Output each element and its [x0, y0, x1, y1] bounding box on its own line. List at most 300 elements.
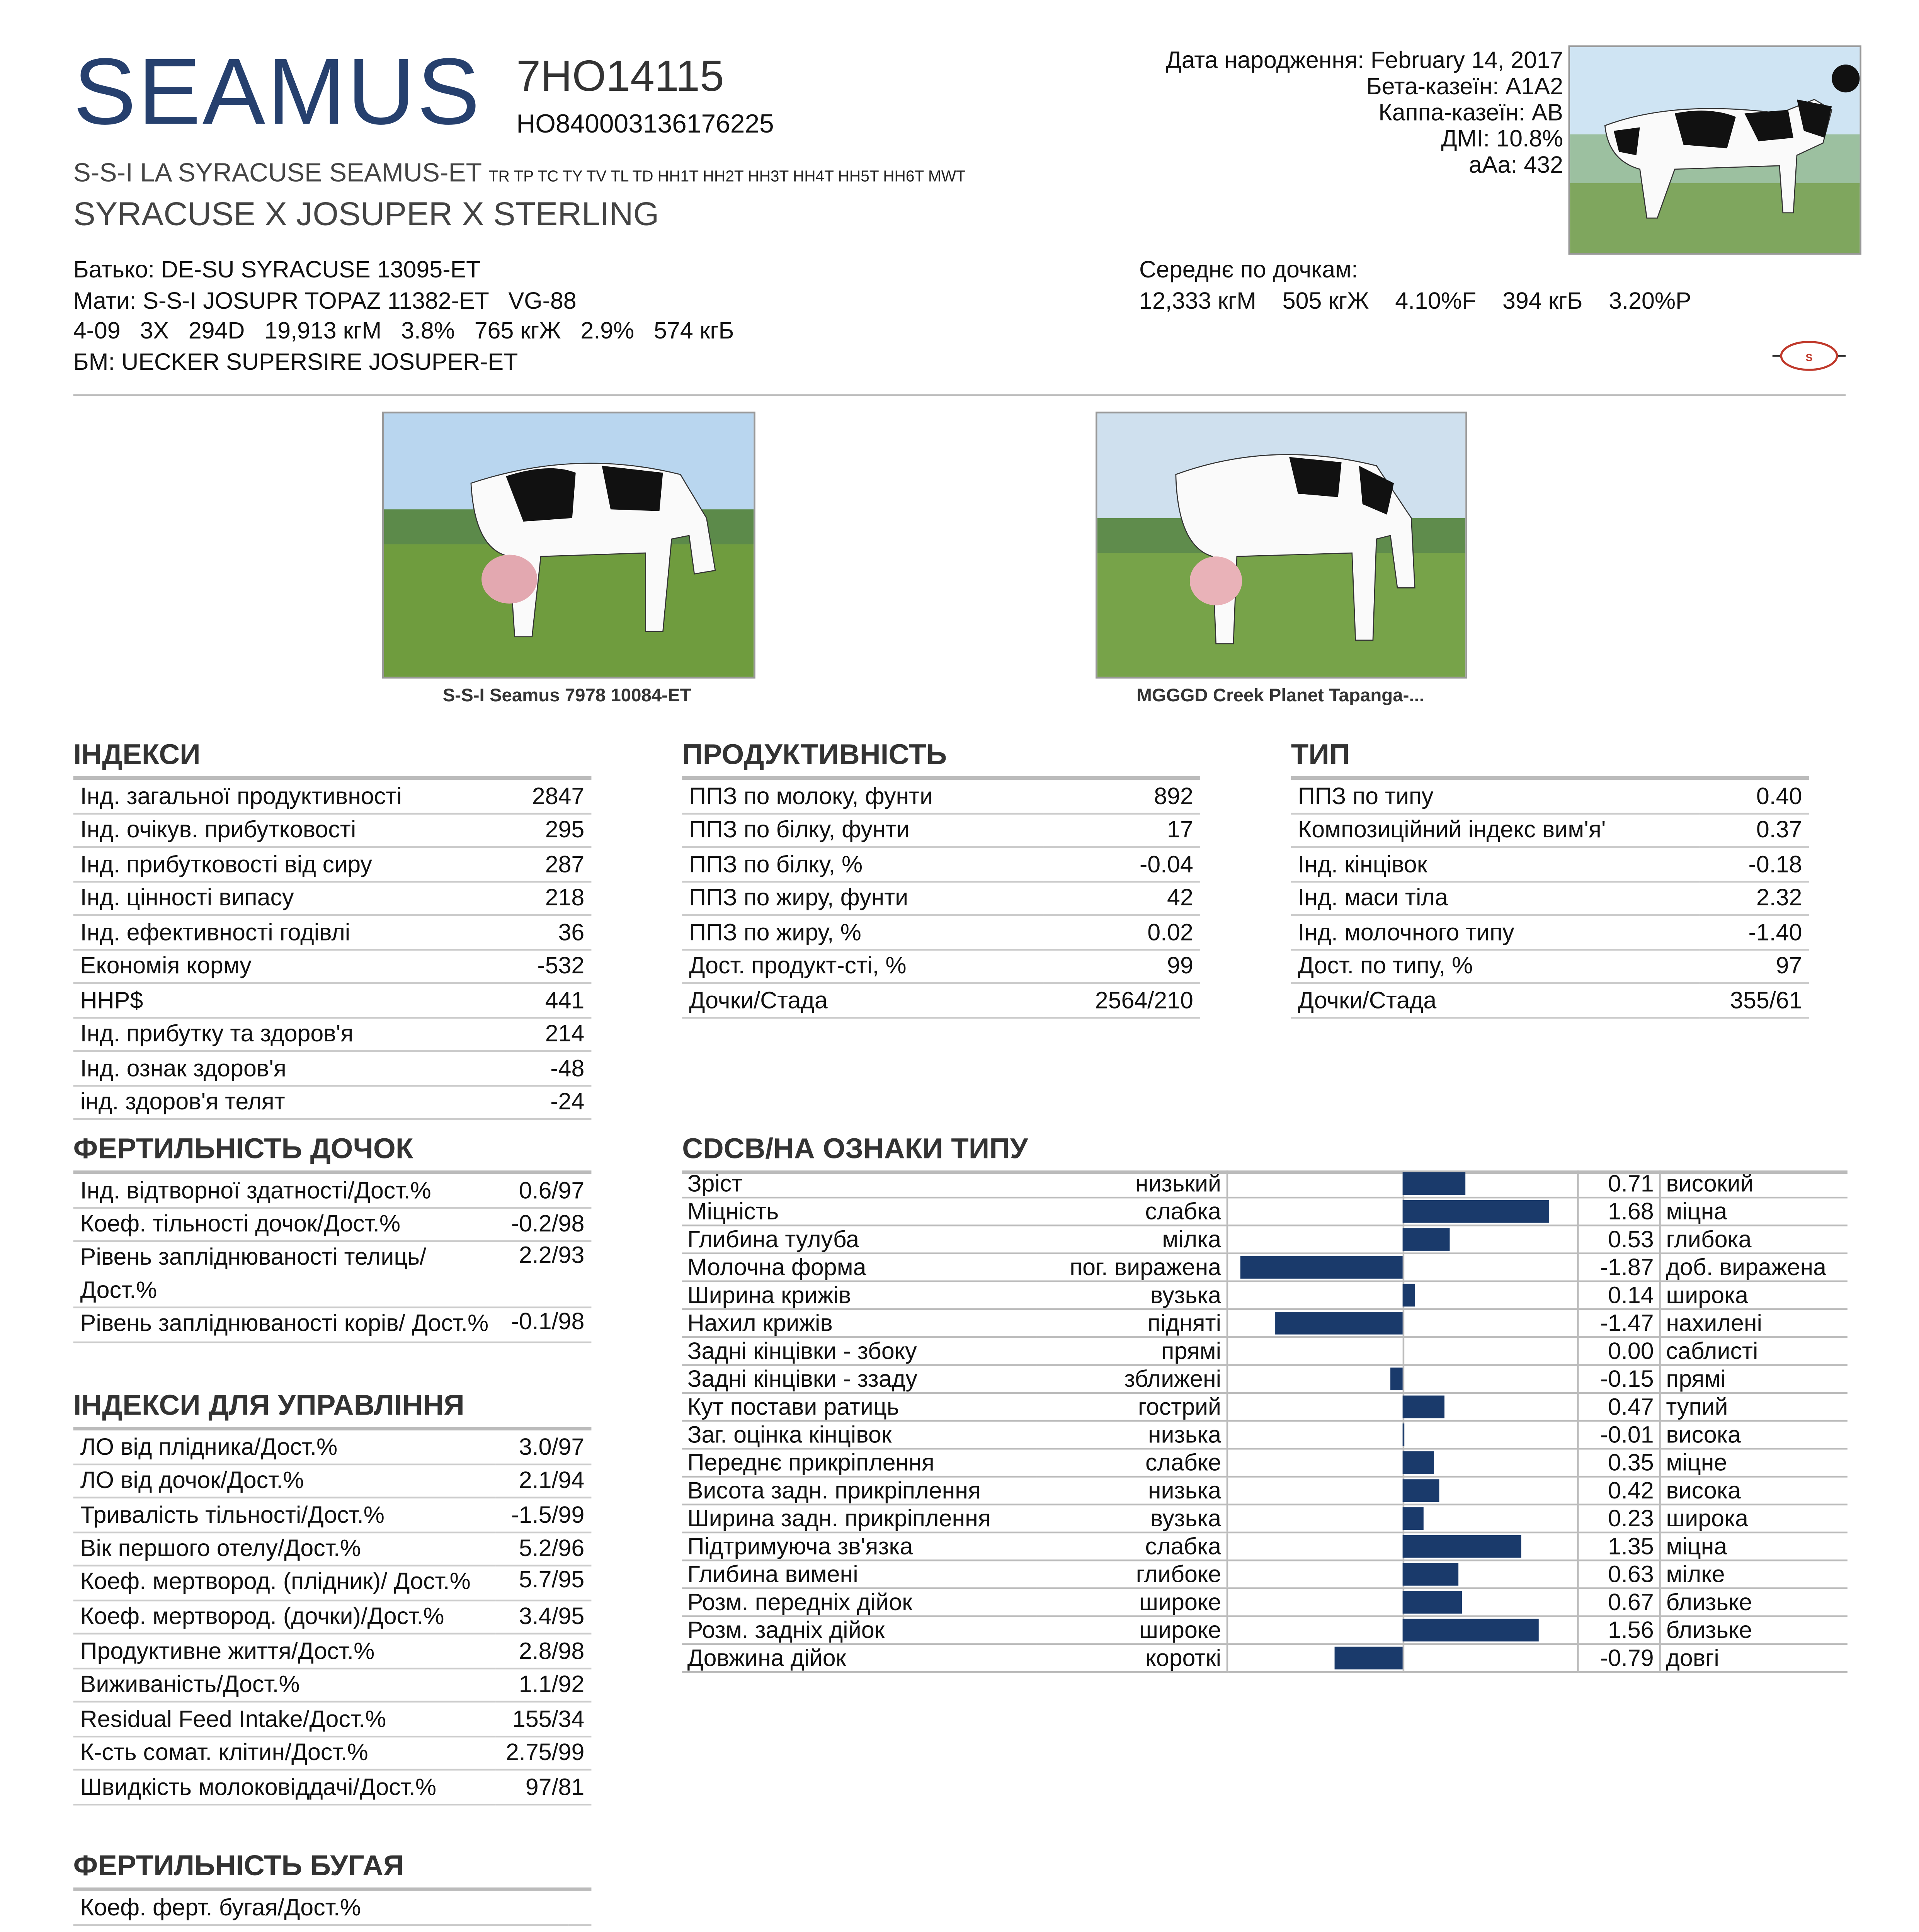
trait-value: -0.79	[1578, 1644, 1660, 1672]
trait-bar	[1274, 1312, 1403, 1335]
trait-axis	[1403, 1338, 1405, 1364]
row-value: 218	[506, 881, 591, 915]
row-label: Композиційний індекс вим'я'	[1291, 813, 1700, 847]
table-row	[73, 1891, 592, 1924]
trait-low-label: прямі	[1036, 1337, 1227, 1365]
trait-name: Нахил крижів	[682, 1309, 1036, 1337]
daughters-average	[1139, 255, 1691, 316]
trait-high-label: довгі	[1660, 1644, 1848, 1672]
type-section	[1291, 740, 1809, 1018]
table-row	[73, 1770, 592, 1804]
row-label: ППЗ по білку, %	[682, 847, 1043, 881]
trait-row	[682, 1253, 1848, 1281]
trait-high-label: міцна	[1660, 1532, 1848, 1560]
trait-low-label: низька	[1036, 1421, 1227, 1449]
row-value: 214	[506, 1017, 591, 1051]
table-row	[1291, 847, 1809, 881]
table-row	[73, 1600, 592, 1634]
trait-bar	[1403, 1200, 1549, 1223]
management-section	[73, 1390, 592, 1804]
row-value: 0.6/97	[504, 1174, 592, 1207]
trait-row	[682, 1225, 1848, 1253]
table-row	[1291, 915, 1809, 949]
row-label: Дост. продукт-сті, %	[682, 949, 1043, 983]
trait-row	[682, 1616, 1848, 1644]
trait-name: Задні кінцівки - збоку	[682, 1337, 1036, 1365]
trait-bar-cell	[1227, 1281, 1578, 1309]
row-value: -0.1/98	[504, 1308, 592, 1342]
row-label: Residual Feed Intake/Дост.%	[73, 1702, 495, 1736]
row-label: Інд. загальної продуктивності	[73, 780, 506, 813]
trait-high-label: доб. виражена	[1660, 1253, 1848, 1281]
table-row	[73, 949, 592, 983]
indices-title: ІНДЕКСИ	[73, 740, 592, 780]
trait-bar	[1403, 1619, 1539, 1641]
trait-low-label: слабка	[1036, 1197, 1227, 1225]
row-value: 5.2/96	[495, 1532, 592, 1566]
row-value: 97	[1700, 949, 1809, 983]
row-label: ППЗ по молоку, фунти	[682, 780, 1043, 813]
row-label: Інд. ознак здоров'я	[73, 1051, 506, 1085]
fertility-daughters-table	[73, 1174, 592, 1342]
dam-line: Мати: S-S-I JOSUPR TOPAZ 11382-ET VG-88	[73, 287, 577, 313]
row-label: Інд. прибутку та здоров'я	[73, 1017, 506, 1051]
trait-high-label: широка	[1660, 1281, 1848, 1309]
trait-name: Глибина тулуба	[682, 1225, 1036, 1253]
daughter-photo-left-image	[384, 413, 754, 677]
trait-row	[682, 1309, 1848, 1337]
table-row	[682, 949, 1200, 983]
trait-value: 1.56	[1578, 1616, 1660, 1644]
row-label: Коеф. тільності дочок/Дост.%	[73, 1207, 504, 1241]
trait-high-label: нахилені	[1660, 1309, 1848, 1337]
trait-name: Заг. оцінка кінцівок	[682, 1421, 1036, 1449]
trait-low-label: слабке	[1036, 1449, 1227, 1476]
trait-bar-cell	[1227, 1225, 1578, 1253]
type-traits-chart	[682, 1170, 1848, 1673]
row-value: 355/61	[1700, 983, 1809, 1017]
row-label: Інд. маси тіла	[1291, 881, 1700, 915]
trait-bar-cell	[1227, 1588, 1578, 1616]
trait-bar	[1403, 1284, 1415, 1307]
type-table	[1291, 780, 1809, 1018]
row-value: -48	[506, 1051, 591, 1085]
trait-bar-cell	[1227, 1532, 1578, 1560]
trait-high-label: широка	[1660, 1505, 1848, 1532]
row-value: 5.7/95	[495, 1566, 592, 1600]
row-value: 287	[506, 847, 591, 881]
trait-row	[682, 1505, 1848, 1532]
trait-value: 0.23	[1578, 1505, 1660, 1532]
trait-low-label: глибоке	[1036, 1560, 1227, 1588]
row-label: ЛО від плідника/Дост.%	[73, 1430, 495, 1464]
aaa: aAa: 432	[1468, 151, 1563, 178]
trait-value: 0.14	[1578, 1281, 1660, 1309]
trait-high-label: близьке	[1660, 1616, 1848, 1644]
parent-info	[73, 255, 734, 377]
row-value: 3.0/97	[495, 1430, 592, 1464]
trait-name: Переднє прикріплення	[682, 1449, 1036, 1476]
table-row	[73, 1702, 592, 1736]
table-row	[73, 881, 592, 915]
row-value: 0.40	[1700, 780, 1809, 813]
row-label: К-сть сомат. клітин/Дост.%	[73, 1736, 495, 1770]
trait-bar	[1403, 1563, 1458, 1586]
trait-name: Підтримуюча зв'язка	[682, 1532, 1036, 1560]
trait-bar-cell	[1227, 1644, 1578, 1672]
row-label: ППЗ по жиру, %	[682, 915, 1043, 949]
sire-fertility-table	[73, 1891, 592, 1925]
row-value: 0.02	[1043, 915, 1200, 949]
table-row	[73, 1174, 592, 1207]
trait-row	[682, 1644, 1848, 1672]
trait-low-label: мілка	[1036, 1225, 1227, 1253]
table-row	[682, 915, 1200, 949]
row-value: -532	[506, 949, 591, 983]
trait-low-label: підняті	[1036, 1309, 1227, 1337]
daughter-photo-right	[1096, 412, 1467, 679]
row-label: Дочки/Стада	[1291, 983, 1700, 1017]
trait-bar	[1403, 1535, 1521, 1558]
trait-low-label: вузька	[1036, 1505, 1227, 1532]
trait-value: 1.68	[1578, 1197, 1660, 1225]
table-row	[73, 813, 592, 847]
table-row	[73, 983, 592, 1017]
daughter-photo-right-image	[1097, 413, 1466, 677]
production-title: ПРОДУКТИВНІСТЬ	[682, 740, 1200, 780]
trait-row	[682, 1477, 1848, 1505]
row-value: 1.1/92	[495, 1668, 592, 1702]
sire-fertility-title: ФЕРТИЛЬНІСТЬ БУГАЯ	[73, 1851, 592, 1891]
table-row	[1291, 983, 1809, 1017]
trait-high-label: міцна	[1660, 1197, 1848, 1225]
row-label: інд. здоров'я телят	[73, 1085, 506, 1119]
trait-value: 0.67	[1578, 1588, 1660, 1616]
trait-name: Кут постави ратиць	[682, 1393, 1036, 1421]
table-row	[682, 847, 1200, 881]
trait-name: Задні кінцівки - ззаду	[682, 1365, 1036, 1393]
table-row	[682, 881, 1200, 915]
row-label: Інд. ефективності годівлі	[73, 915, 506, 949]
trait-row	[682, 1170, 1848, 1197]
trait-low-label: пог. виражена	[1036, 1253, 1227, 1281]
trait-name: Ширина крижів	[682, 1281, 1036, 1309]
row-value: -0.18	[1700, 847, 1809, 881]
row-value: 42	[1043, 881, 1200, 915]
type-traits-title: CDCB/НА ОЗНАКИ ТИПУ	[682, 1134, 1848, 1174]
row-value	[568, 1891, 592, 1924]
row-label: Коеф. мертвород. (плідник)/ Дост.%	[73, 1566, 495, 1600]
table-row	[73, 1464, 592, 1498]
trait-row	[682, 1365, 1848, 1393]
trait-name: Молочна форма	[682, 1253, 1036, 1281]
table-row	[1291, 881, 1809, 915]
row-value: -0.2/98	[504, 1207, 592, 1241]
row-label: Тривалість тільності/Дост.%	[73, 1498, 495, 1532]
row-value: 295	[506, 813, 591, 847]
daughter-photo-left	[382, 412, 755, 679]
trait-axis	[1403, 1254, 1405, 1281]
table-row	[73, 1308, 592, 1342]
pedigree: SYRACUSE X JOSUPER X STERLING	[73, 197, 659, 234]
table-row	[73, 1736, 592, 1770]
row-value: 36	[506, 915, 591, 949]
trait-bar	[1403, 1451, 1433, 1474]
trait-row	[682, 1532, 1848, 1560]
row-value: 2564/210	[1043, 983, 1200, 1017]
trait-value: 0.42	[1578, 1477, 1660, 1505]
registration-number: HO840003136176225	[516, 110, 774, 140]
table-row	[682, 780, 1200, 813]
trait-bar-cell	[1227, 1560, 1578, 1588]
sire-fertility-section	[73, 1851, 592, 1925]
trait-low-label: широке	[1036, 1616, 1227, 1644]
row-label: Коеф. ферт. бугая/Дост.%	[73, 1891, 568, 1924]
trait-high-label: високий	[1660, 1170, 1848, 1197]
header-divider	[73, 394, 1846, 396]
trait-row	[682, 1197, 1848, 1225]
row-value: -1.40	[1700, 915, 1809, 949]
trait-value: 0.63	[1578, 1560, 1660, 1588]
trait-low-label: низька	[1036, 1477, 1227, 1505]
row-value: 892	[1043, 780, 1200, 813]
trait-value: -0.15	[1578, 1365, 1660, 1393]
trait-bar-cell	[1227, 1449, 1578, 1476]
trait-bar-cell	[1227, 1309, 1578, 1337]
trait-value: 0.00	[1578, 1337, 1660, 1365]
select-sires-icon	[1769, 335, 1849, 377]
trait-high-label: висока	[1660, 1477, 1848, 1505]
fertility-daughters-title: ФЕРТИЛЬНІСТЬ ДОЧОК	[73, 1134, 592, 1174]
table-row	[73, 915, 592, 949]
trait-bar-cell	[1227, 1421, 1578, 1449]
daughters-avg-values: 12,333 кгМ 505 кгЖ 4.10%F 394 кгБ 3.20%P	[1139, 287, 1691, 313]
trait-row	[682, 1449, 1848, 1476]
production-table	[682, 780, 1200, 1018]
table-row	[73, 1241, 592, 1308]
trait-name: Глибина вимені	[682, 1560, 1036, 1588]
trait-bar-cell	[1227, 1505, 1578, 1532]
trait-bar	[1390, 1367, 1403, 1390]
row-value: 2.32	[1700, 881, 1809, 915]
type-traits-section	[682, 1134, 1848, 1174]
trait-axis	[1403, 1645, 1405, 1671]
type-title: ТИП	[1291, 740, 1809, 780]
row-label: Інд. прибутковості від сиру	[73, 847, 506, 881]
kappa-casein: Каппа-казеїн: AB	[1378, 99, 1563, 126]
trait-low-label: слабка	[1036, 1532, 1227, 1560]
trait-high-label: саблисті	[1660, 1337, 1848, 1365]
row-label: Продуктивне життя/Дост.%	[73, 1634, 495, 1668]
trait-value: 0.53	[1578, 1225, 1660, 1253]
select-sires-logo	[1769, 335, 1849, 377]
trait-axis	[1403, 1422, 1405, 1448]
trait-bar	[1240, 1256, 1403, 1279]
table-row	[73, 1051, 592, 1085]
row-value: -1.5/99	[495, 1498, 592, 1532]
long-name	[73, 159, 966, 189]
table-row	[73, 1668, 592, 1702]
management-title: ІНДЕКСИ ДЛЯ УПРАВЛІННЯ	[73, 1390, 592, 1430]
trait-bar-cell	[1227, 1170, 1578, 1197]
row-label: Вік першого отелу/Дост.%	[73, 1532, 495, 1566]
table-row	[73, 780, 592, 813]
trait-bar-cell	[1227, 1365, 1578, 1393]
trait-value: -1.47	[1578, 1309, 1660, 1337]
row-value: 2.75/99	[495, 1736, 592, 1770]
trait-high-label: тупий	[1660, 1393, 1848, 1421]
table-row	[1291, 813, 1809, 847]
row-label: Інд. молочного типу	[1291, 915, 1700, 949]
trait-value: 0.47	[1578, 1393, 1660, 1421]
trait-bar-cell	[1227, 1337, 1578, 1365]
production-section	[682, 740, 1200, 1018]
bull-name: SEAMUS	[73, 40, 482, 145]
row-value: -0.04	[1043, 847, 1200, 881]
bull-code: 7HO14115	[516, 52, 724, 101]
trait-high-label: міцне	[1660, 1449, 1848, 1476]
row-value: 97/81	[495, 1770, 592, 1804]
trait-name: Зріст	[682, 1170, 1036, 1197]
bull-photo-image	[1570, 47, 1859, 253]
trait-row	[682, 1588, 1848, 1616]
row-value: 3.4/95	[495, 1600, 592, 1634]
table-row	[73, 1430, 592, 1464]
trait-name: Ширина задн. прикріплення	[682, 1505, 1036, 1532]
row-label: ЛО від дочок/Дост.%	[73, 1464, 495, 1498]
trait-row	[682, 1393, 1848, 1421]
row-label: ППЗ по жиру, фунти	[682, 881, 1043, 915]
row-label: Економія корму	[73, 949, 506, 983]
row-value: 2.2/93	[504, 1241, 592, 1308]
trait-low-label: вузька	[1036, 1281, 1227, 1309]
table-row	[682, 983, 1200, 1017]
row-label: HHP$	[73, 983, 506, 1017]
row-value: 99	[1043, 949, 1200, 983]
trait-bar-cell	[1227, 1616, 1578, 1644]
trait-bar	[1403, 1591, 1461, 1614]
trait-row	[682, 1560, 1848, 1588]
row-label: Рівень запліднюваності корів/ Дост.%	[73, 1308, 504, 1342]
trait-bar	[1334, 1647, 1402, 1670]
row-label: ППЗ по білку, фунти	[682, 813, 1043, 847]
svg-text:S: S	[1805, 351, 1813, 364]
trait-bar	[1403, 1228, 1449, 1251]
indices-table	[73, 780, 592, 1120]
dam-record: 4-09 3X 294D 19,913 кгМ 3.8% 765 кгЖ 2.9% 574 кгБ	[73, 317, 734, 344]
trait-axis	[1403, 1366, 1405, 1392]
trait-value: 0.35	[1578, 1449, 1660, 1476]
trait-row	[682, 1421, 1848, 1449]
trait-low-label: широке	[1036, 1588, 1227, 1616]
trait-value: 1.35	[1578, 1532, 1660, 1560]
row-label: Виживаність/Дост.%	[73, 1668, 495, 1702]
trait-low-label: низький	[1036, 1170, 1227, 1197]
row-value: 155/34	[495, 1702, 592, 1736]
row-label: Інд. кінцівок	[1291, 847, 1700, 881]
table-row	[682, 813, 1200, 847]
row-label: Коеф. мертвород. (дочки)/Дост.%	[73, 1600, 495, 1634]
row-label: Дочки/Стада	[682, 983, 1043, 1017]
trait-high-label: близьке	[1660, 1588, 1848, 1616]
trait-high-label: глибока	[1660, 1225, 1848, 1253]
trait-name: Розм. передніх дійок	[682, 1588, 1036, 1616]
dmi: ДМІ: 10.8%	[1441, 126, 1563, 152]
trait-bar-cell	[1227, 1197, 1578, 1225]
table-row	[73, 1085, 592, 1119]
table-row	[73, 847, 592, 881]
trait-name: Розм. задніх дійок	[682, 1616, 1036, 1644]
trait-value: 0.71	[1578, 1170, 1660, 1197]
row-value: 441	[506, 983, 591, 1017]
trait-name: Висота задн. прикріплення	[682, 1477, 1036, 1505]
row-label: Дост. по типу, %	[1291, 949, 1700, 983]
trait-low-label: зближені	[1036, 1365, 1227, 1393]
birth-date: Дата народження: February 14, 2017	[1165, 47, 1563, 73]
fertility-daughters-section	[73, 1134, 592, 1342]
table-row	[73, 1207, 592, 1241]
row-label: Інд. очікув. прибутковості	[73, 813, 506, 847]
trait-name: Довжина дійок	[682, 1644, 1036, 1672]
row-label: Інд. відтворної здатності/Дост.%	[73, 1174, 504, 1207]
row-label: Швидкість молоковіддачі/Дост.%	[73, 1770, 495, 1804]
row-label: ППЗ по типу	[1291, 780, 1700, 813]
row-value: 0.37	[1700, 813, 1809, 847]
trait-axis	[1403, 1310, 1405, 1336]
trait-bar	[1403, 1396, 1444, 1418]
trait-value: -0.01	[1578, 1421, 1660, 1449]
trait-low-label: гострий	[1036, 1393, 1227, 1421]
table-row	[73, 1017, 592, 1051]
long-name-text: S-S-I LA SYRACUSE SEAMUS-ET	[73, 158, 481, 189]
trait-low-label: короткі	[1036, 1644, 1227, 1672]
table-row	[73, 1634, 592, 1668]
table-row	[1291, 780, 1809, 813]
row-value: -24	[506, 1085, 591, 1119]
genetic-tags: TR TP TC TY TV TL TD HH1T HH2T HH3T HH4T HH5T HH6T MWT	[488, 167, 966, 185]
trait-bar	[1403, 1507, 1423, 1530]
row-value: 2.1/94	[495, 1464, 592, 1498]
indices-section	[73, 740, 592, 1120]
trait-bar	[1403, 1172, 1465, 1195]
table-row	[73, 1532, 592, 1566]
row-value: 17	[1043, 813, 1200, 847]
trait-name: Міцність	[682, 1197, 1036, 1225]
trait-bar	[1403, 1479, 1439, 1502]
daughters-avg-label: Середнє по дочкам:	[1139, 256, 1358, 283]
birth-info	[1166, 47, 1563, 178]
trait-row	[682, 1337, 1848, 1365]
row-value: 2847	[506, 780, 591, 813]
beta-casein: Бета-казеїн: A1A2	[1366, 73, 1563, 100]
management-table	[73, 1430, 592, 1804]
bull-photo	[1569, 45, 1861, 255]
row-label: Рівень запліднюваності телиць/ Дост.%	[73, 1241, 504, 1308]
table-row	[73, 1498, 592, 1532]
trait-bar-cell	[1227, 1477, 1578, 1505]
trait-row	[682, 1281, 1848, 1309]
row-label: Інд. цінності випасу	[73, 881, 506, 915]
trait-high-label: мілке	[1660, 1560, 1848, 1588]
mgs-line: БМ: UECKER SUPERSIRE JOSUPER-ET	[73, 348, 518, 374]
sire-line: Батько: DE-SU SYRACUSE 13095-ET	[73, 256, 481, 283]
trait-value: -1.87	[1578, 1253, 1660, 1281]
table-row	[73, 1566, 592, 1600]
row-value: 2.8/98	[495, 1634, 592, 1668]
table-row	[1291, 949, 1809, 983]
trait-bar-cell	[1227, 1253, 1578, 1281]
daughter-photo-left-caption: S-S-I Seamus 7978 10084-ET	[442, 685, 691, 707]
